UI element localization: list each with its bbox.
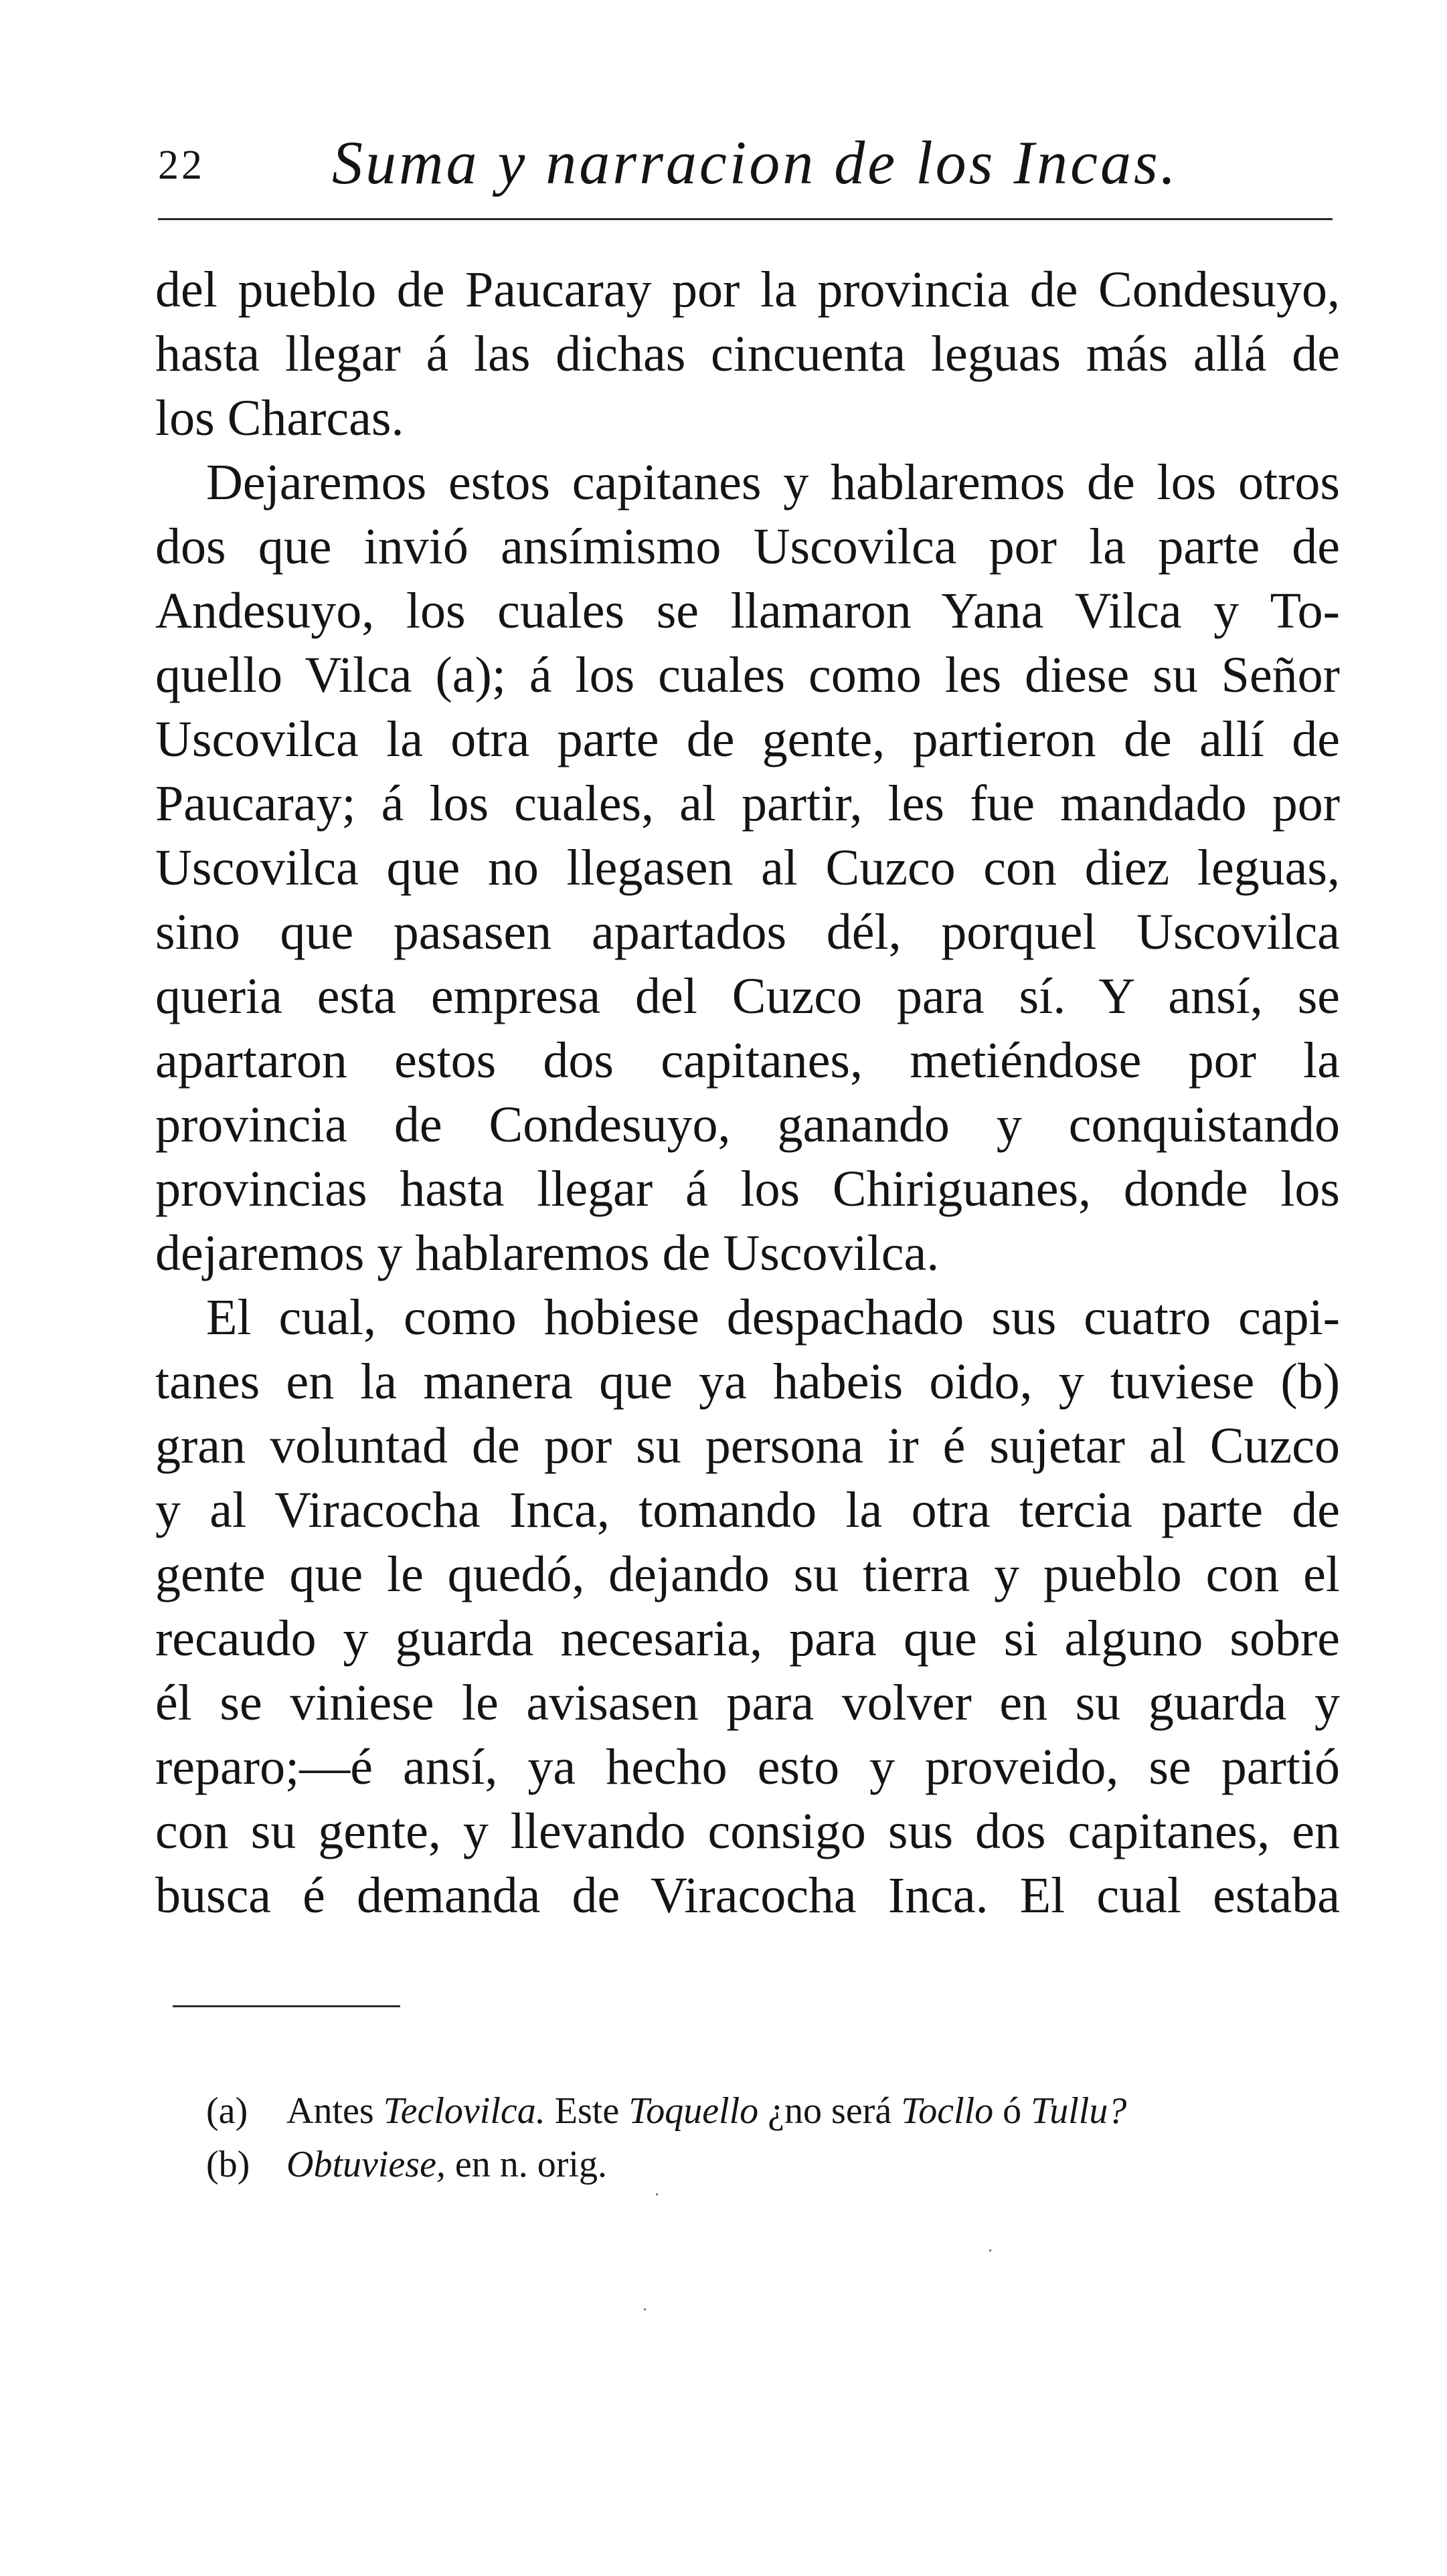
text-line: busca é demanda de Viracocha Inca. El cual estaba <box>155 1867 1340 1924</box>
text-line: con su gente, y llevando consigo sus dos capitanes, en <box>155 1803 1340 1859</box>
paper-speck <box>644 2308 646 2310</box>
text-line: sino que pasasen apartados dél, porquel Uscovilca <box>155 904 1340 960</box>
text-line: provincias hasta llegar á los Chiriguanes, donde los <box>155 1161 1340 1217</box>
footnote-italic-text: Teclovilca. <box>383 2090 545 2132</box>
footnote-text: Antes <box>286 2090 384 2132</box>
footnote-italic-text: Tullu? <box>1031 2090 1127 2132</box>
footnote-text: ¿no será <box>758 2090 902 2132</box>
paper-speck <box>656 2193 658 2195</box>
text-line: hasta llegar á las dichas cincuenta leguas más allá de <box>155 326 1340 382</box>
text-line: Dejaremos estos capitanes y hablaremos de los otros <box>206 454 1340 511</box>
text-line: provincia de Condesuyo, ganando y conquistando <box>155 1097 1340 1153</box>
footnote-text: ó <box>993 2090 1031 2132</box>
footnote-text: Este <box>545 2090 629 2132</box>
running-title: Suma y narracion de los Incas. <box>332 128 1179 197</box>
text-line: recaudo y guarda necesaria, para que si alguno sobre <box>155 1611 1340 1667</box>
text-line: él se viniese le avisasen para volver en su guarda y <box>155 1675 1340 1731</box>
text-line: y al Viracocha Inca, tomando la otra tercia parte de <box>155 1482 1340 1538</box>
running-head <box>158 127 1333 201</box>
text-line: dejaremos y hablaremos de Uscovilca. <box>155 1225 940 1281</box>
text-line: apartaron estos dos capitanes, metiéndose por la <box>155 1032 1340 1089</box>
footnote-italic-text: Toquello <box>628 2090 759 2132</box>
text-line: reparo;—é ansí, ya hecho esto y proveido, se partió <box>155 1739 1340 1795</box>
text-line: dos que invió ansímismo Uscovilca por la parte de <box>155 519 1340 575</box>
header-rule <box>158 218 1333 220</box>
text-line: gran voluntad de por su persona ir é sujetar al Cuzco <box>155 1418 1340 1474</box>
footnote-marker: (b) <box>206 2144 250 2185</box>
text-line: del pueblo de Paucaray por la provincia de Condesuyo, <box>155 262 1340 318</box>
footnote-italic-text: Obtuviese, <box>286 2144 446 2185</box>
footnotes <box>206 2084 1331 2191</box>
page-number: 22 <box>158 143 205 188</box>
paper-speck <box>989 2249 991 2251</box>
text-line: El cual, como hobiese despachado sus cuatro capi- <box>206 1289 1340 1346</box>
text-line: quello Vilca (a); á los cuales como les diese su Señor <box>155 647 1340 703</box>
footnote-rule <box>173 2005 400 2007</box>
text-line: queria esta empresa del Cuzco para sí. Y ansí, se <box>155 968 1340 1024</box>
footnote-italic-text: Tocllo <box>901 2090 994 2132</box>
text-line: tanes en la manera que ya habeis oido, y tuviese (b) <box>155 1354 1340 1410</box>
text-line: Uscovilca que no llegasen al Cuzco con diez leguas, <box>155 840 1340 896</box>
footnote-b <box>206 2138 1331 2191</box>
text-line: gente que le quedó, dejando su tierra y pueblo con el <box>155 1546 1340 1602</box>
footnote-a <box>206 2084 1331 2138</box>
text-line: los Charcas. <box>155 390 404 446</box>
footnote-marker: (a) <box>206 2090 248 2132</box>
text-line: Paucaray; á los cuales, al partir, les fue mandado por <box>155 775 1340 832</box>
text-line: Uscovilca la otra parte de gente, partieron de allí de <box>155 711 1340 767</box>
body-text <box>155 258 1340 1928</box>
text-line: Andesuyo, los cuales se llamaron Yana Vilca y To- <box>155 583 1340 639</box>
footnote-text: en n. orig. <box>445 2144 607 2185</box>
